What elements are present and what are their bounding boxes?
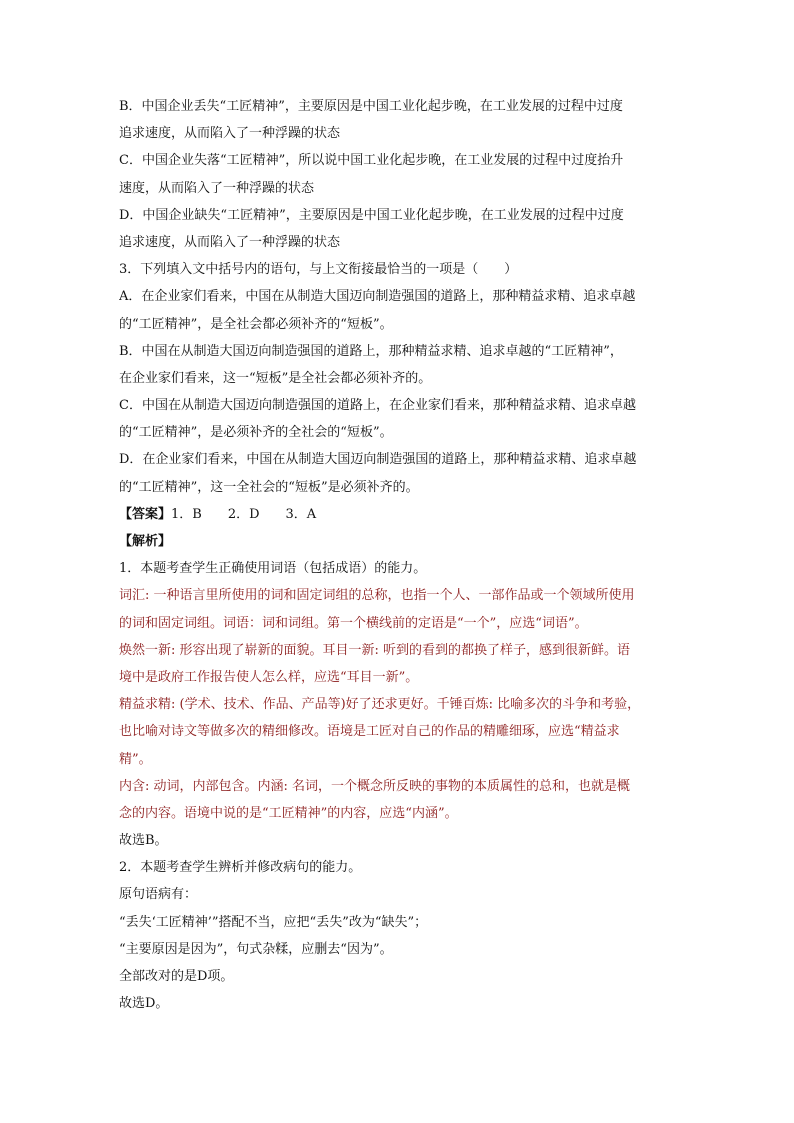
analysis-line: 故选B。 — [119, 833, 168, 849]
analysis-line: 原句语病有： — [119, 887, 198, 903]
analysis-line: 的词和固定词组。词语：词和词组。第一个横线前的定语是“一个”，应选“词语”。 — [119, 615, 588, 631]
answer-label: 【答案】 — [119, 506, 172, 522]
analysis-line: 全部改对的是D项。 — [119, 969, 234, 984]
option-c-line-2: 速度，从而陷入了一种浮躁的状态 — [119, 180, 315, 196]
q3-option-a-line-2: 的“工匠精神”，是全社会都必须补齐的“短板”。 — [119, 316, 393, 332]
q3-option-c-line-2: 的“工匠精神”，是必须补齐的全社会的“短板”。 — [119, 425, 393, 441]
analysis-label: 【解析】 — [119, 534, 172, 549]
analysis-line: 词汇: 一种语言里所使用的词和固定词组的总称，也指一个人、一部作品或一个领域所使用 — [119, 588, 635, 604]
q3-option-d-line-1: D．在企业家们看来，中国在从制造大国迈向制造强国的道路上，那种精益求精、追求卓越 — [119, 452, 637, 468]
analysis-line: 念的内容。语境中说的是“工匠精神”的内容，应选“内涵”。 — [119, 805, 458, 821]
analysis-line: 1．本题考查学生正确使用词语（包括成语）的能力。 — [119, 561, 427, 577]
q3-option-b-line-1: B．中国在从制造大国迈向制造强国的道路上，那种精益求精、追求卓越的“工匠精神”， — [119, 343, 623, 359]
q3-option-b-line-2: 在企业家们看来，这一“短板”是全社会都必须补齐的。 — [119, 370, 432, 386]
analysis-body — [119, 555, 684, 1017]
analysis-line: 故选D。 — [119, 996, 169, 1012]
option-c-line-1: C．中国企业失落“工匠精神”，所以说中国工业化起步晚，在工业发展的过程中过度抬升 — [119, 153, 624, 169]
answer-line — [119, 501, 684, 528]
question2-options — [119, 93, 684, 256]
analysis-line: 境中是政府工作报告使人怎么样，应选“耳目一新”。 — [119, 669, 419, 685]
analysis-line: 内含: 动词，内部包含。内涵: 名词，一个概念所反映的事物的本质属性的总和，也就是概 — [119, 778, 631, 794]
question3-stem: 3．下列填入文中括号内的语句，与上文衔接最恰当的一项是（ ） — [119, 262, 518, 278]
question3 — [119, 256, 684, 501]
answer-text: 1．B 2．D 3．A — [171, 506, 317, 522]
q3-option-c-line-1: C．中国在从制造大国迈向制造强国的道路上，在企业家们看来，那种精益求精、追求卓越 — [119, 398, 636, 414]
option-b-line-2: 追求速度，从而陷入了一种浮躁的状态 — [119, 126, 341, 142]
q3-option-a-line-1: A．在企业家们看来，中国在从制造大国迈向制造强国的道路上，那种精益求精、追求卓越 — [119, 289, 636, 305]
analysis-line: “丢失‘工匠精神’”搭配不当，应把“丢失”改为“缺失”； — [119, 914, 428, 930]
analysis-line: 2．本题考查学生辨析并修改病句的能力。 — [119, 860, 362, 876]
analysis-line: 焕然一新: 形容出现了崭新的面貌。耳目一新: 听到的看到的都换了样子，感到很新鲜。语 — [119, 642, 631, 658]
option-b-line-1: B．中国企业丢失“工匠精神”，主要原因是中国工业化起步晚，在工业发展的过程中过度 — [119, 99, 623, 114]
analysis-line: 也比喻对诗文等做多次的精细修改。语境是工匠对自己的作品的精雕细琢，应选“精益求 — [119, 724, 620, 740]
option-d-line-1: D．中国企业缺失“工匠精神”，主要原因是中国工业化起步晚，在工业发展的过程中过度 — [119, 207, 624, 223]
analysis-line: 精益求精: (学术、技术、作品、产品等)好了还求更好。千锤百炼: 比喻多次的斗争和考验， — [119, 697, 641, 713]
analysis-line: “主要原因是因为”，句式杂糅，应删去“因为”。 — [119, 941, 393, 957]
q3-option-d-line-2: 的“工匠精神”，这一全社会的“短板”是必须补齐的。 — [119, 479, 419, 495]
option-d-line-2: 追求速度，从而陷入了一种浮躁的状态 — [119, 234, 341, 250]
analysis-line: 精”。 — [119, 751, 152, 767]
